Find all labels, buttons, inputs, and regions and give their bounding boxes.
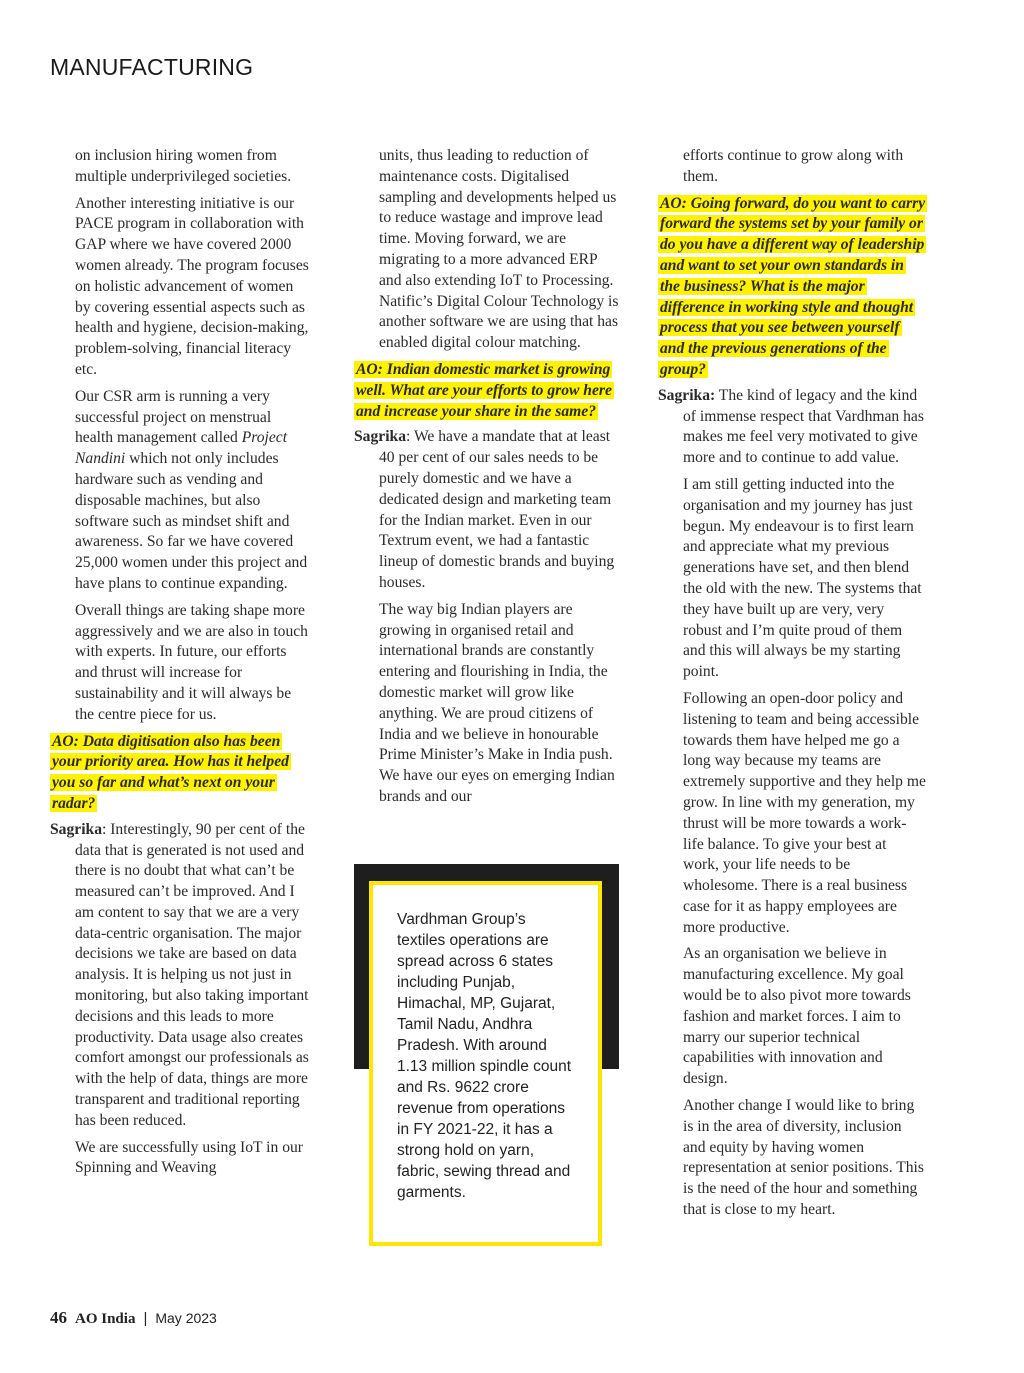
paragraph: Following an open-door policy and listening to team and being accessible towards them have helped me go a long way because my teams are extremely supportive and they help me grow. In line with my generation, my thrust will be more towards a work-life balance. To give your best at work, your life needs to be wholesome. There is a real business case for it as happy employees are more productive.	[683, 689, 926, 936]
answer-text: : We have a mandate that at least 40 per cent of our sales needs to be purely domestic and we have a dedicated design and marketing team for the Indian market. Even in our Textrum event, we had a fantastic lineup of domestic brands and buying houses.	[379, 428, 615, 591]
answer-text: The kind of legacy and the kind of immense respect that Vardhman has makes me feel very motivated to give more and to continue to add value.	[683, 386, 924, 467]
highlighted-question-text: AO: Indian domestic market is growing well. What are your efforts to grow here and increase your share in the same?	[356, 360, 612, 420]
paragraph: I am still getting inducted into the organisation and my journey has just begun. My endeavour is to first learn and appreciate what my previous generations have set, and then blend the old with the new. The systems that they have built up are very, very robust and I’m quite proud of them and this will always be my starting point.	[683, 475, 922, 681]
answer-text: : Interestingly, 90 per cent of the data that is generated is not used and there is no doubt that what can’t be measured can’t be improved. And I am content to say that we are a very data-centric organisation. The major decisions we take are based on data analysis. It is helping us not just in monitoring, but also taking important decisions and this leads to more productivity. Data usage also creates comfort amongst our professionals as with the help of data, things are more transparent and traditional reporting has been reduced.	[75, 820, 309, 1129]
article-column-2	[354, 146, 620, 814]
page-footer	[50, 1308, 217, 1328]
paragraph: Another interesting initiative is our PACE program in collaboration with GAP where we have covered 2000 women already. The program focuses on holistic advancement of women by covering essential aspects such as health and hygiene, decision-making, problem-solving, financial literacy etc.	[75, 194, 309, 378]
project-name: Project Nandini	[75, 429, 288, 468]
page-number: 46	[50, 1308, 67, 1327]
section-title: MANUFACTURING	[50, 54, 254, 80]
interview-question	[658, 194, 926, 381]
paragraph: Overall things are taking shape more aggressively and we are also in touch with experts. In future, our efforts and thrust will increase for sustainability and it will always be the centre piece for us.	[75, 601, 308, 723]
paragraph: As an organisation we believe in manufacturing excellence. My goal would be to also pivot more towards fashion and market forces. I aim to marry our superior technical capabilities with innovation and design.	[683, 945, 911, 1088]
paragraph-text: which not only includes hardware such as vending and disposable machines, but also software such as mindset shift and awareness. So far we have covered 25,000 women under this project and have plans to continue expanding.	[75, 450, 308, 592]
interview-answer	[658, 386, 926, 469]
article-column-3	[658, 146, 926, 1227]
callout-box	[369, 881, 602, 1246]
article-column-1	[50, 146, 310, 1185]
paragraph: We are successfully using IoT in our Spinning and Weaving	[75, 1138, 303, 1177]
paragraph-text: Our CSR arm is running a very successful project on menstrual health management called	[75, 387, 272, 447]
interview-question	[354, 360, 620, 422]
highlighted-question-text: AO: Going forward, do you want to carry forward the systems set by your family or do you have a different way of leadership and want to set your own standards in the business? What is the major difference in working style and thought process that you see between yourself and the previous generations of the group?	[660, 194, 926, 378]
footer-separator: |	[143, 1310, 148, 1327]
speaker-name: Sagrika	[354, 428, 406, 446]
interview-question	[50, 732, 310, 815]
paragraph: units, thus leading to reduction of maintenance costs. Digitalised sampling and developments helped us to reduce wastage and improve lead time. Moving forward, we are migrating to a more advanced ERP and also extending IoT to Processing. Natific’s Digital Colour Technology is another software we are using that has enabled digital colour matching.	[379, 147, 619, 352]
magazine-name: AO India	[75, 1311, 136, 1327]
paragraph	[50, 387, 310, 595]
interview-answer	[50, 820, 310, 1132]
paragraph: The way big Indian players are growing in organised retail and international brands are constantly entering and flourishing in India, the domestic market will grow like anything. We are proud citizens of India and we believe in honourable Prime Minister’s Make in India push. We have our eyes on emerging Indian brands and our	[379, 600, 615, 805]
paragraph: efforts continue to grow along with them.	[683, 147, 904, 185]
speaker-name: Sagrika	[50, 820, 102, 838]
paragraph: Another change I would like to bring is in the area of diversity, inclusion and equity by having women representation at senior positions. This is the need of the hour and something that is close to my heart.	[683, 1097, 924, 1219]
interview-answer	[354, 427, 620, 593]
highlighted-question-text: AO: Data digitisation also has been your priority area. How has it helped you so far and what’s next on your radar?	[52, 732, 289, 812]
paragraph: on inclusion hiring women from multiple underprivileged societies.	[75, 147, 292, 185]
issue-date: May 2023	[155, 1310, 217, 1326]
callout-text: Vardhman Group’s textiles operations are spread across 6 states including Punjab, Himachal, MP, Gujarat, Tamil Nadu, Andhra Pradesh. With around 1.13 million spindle count and Rs. 9622 crore revenue from operations in FY 2021-22, it has a strong hold on yarn, fabric, sewing thread and garments.	[397, 911, 572, 1201]
speaker-name: Sagrika:	[658, 386, 716, 404]
